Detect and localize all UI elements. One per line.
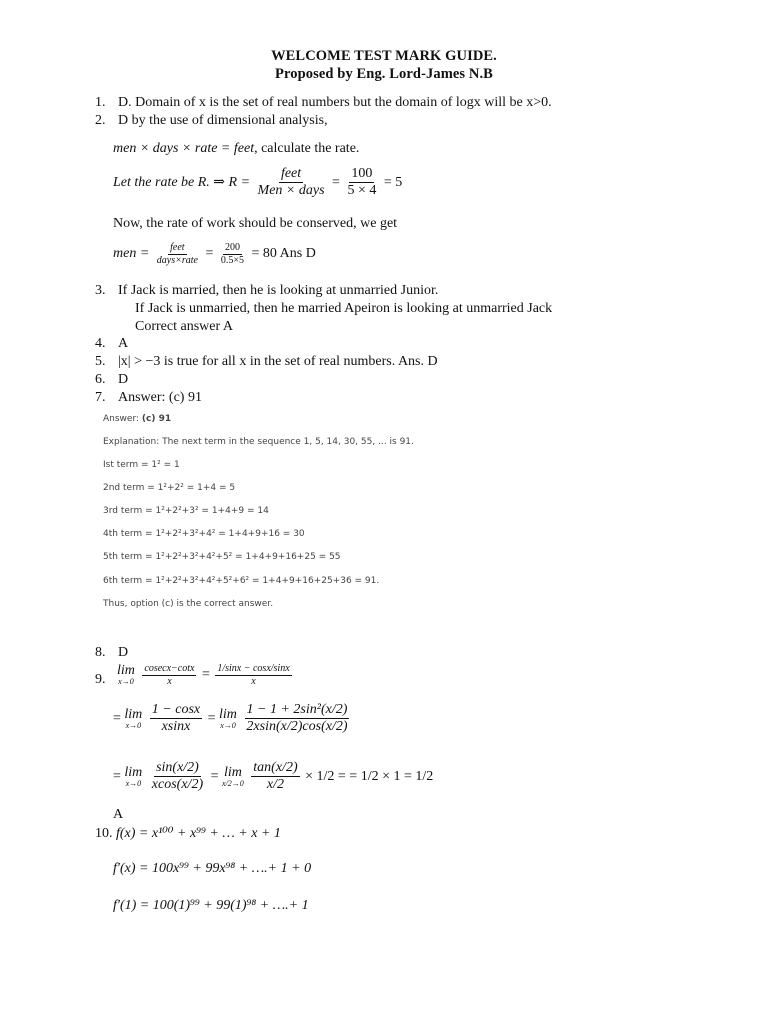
q10-number: 10. xyxy=(95,826,113,841)
document-title: WELCOME TEST MARK GUIDE. xyxy=(271,48,497,64)
q9-limit-2 xyxy=(124,708,142,730)
shot-conclusion: Thus, option (c) is the correct answer. xyxy=(103,599,274,609)
lim-subscript: x→0 xyxy=(125,778,142,788)
q2-eq1-formula: men × days × rate = feet xyxy=(113,141,255,156)
q8-answer: D xyxy=(118,645,129,660)
shot-term-2: 2nd term = 1²+2² = 1+4 = 5 xyxy=(103,483,236,493)
q2-eq1-tail: , calculate the rate. xyxy=(254,141,360,156)
q9-limit-5 xyxy=(222,766,244,788)
q9-l3-numerator-2: tan(x/2) xyxy=(251,760,299,777)
q7-answer: Answer: (c) 91 xyxy=(118,390,202,405)
q2-eq3-lead: men = xyxy=(113,246,150,262)
shot-term-4: 4th term = 1²+2²+3²+4² = 1+4+9+16 = 30 xyxy=(103,529,305,539)
q3-line-3: Correct answer A xyxy=(135,319,233,334)
q9-answer: A xyxy=(113,807,124,822)
shot-term-1: Ist term = 1² = 1 xyxy=(103,460,180,470)
shot-explanation: Explanation: The next term in the sequence 1, 5, 14, 30, 55, ... is 91. xyxy=(103,437,414,447)
q9-l2-numerator: 1 − cosx xyxy=(150,702,202,719)
q2-eq3-fraction xyxy=(155,242,200,266)
q9-l3-fraction-2 xyxy=(251,760,299,793)
q1-number: 1. xyxy=(95,95,106,110)
q1-answer: D. Domain of x is the set of real numbers but the domain of logx will be x>0. xyxy=(118,95,552,110)
q9-l3-denominator: xcos(x/2) xyxy=(151,777,204,793)
q5-answer: |x| > −3 is true for all x in the set of real numbers. Ans. D xyxy=(118,354,438,369)
q4-number: 4. xyxy=(95,336,106,351)
shot-term-6: 6th term = 1²+2²+3²+4²+5²+6² = 1+4+9+16+25+36 = 91. xyxy=(103,576,380,586)
q2-eq3-denominator: days×rate xyxy=(156,254,198,266)
q10-function: f(x) = x¹⁰⁰ + x⁹⁹ + … + x + 1 xyxy=(116,826,281,841)
q9-limit-4 xyxy=(124,766,142,788)
q2-equation-3: men = $\frac{\text{feet}}{\text{days×rate}}$ = $\frac{200}{0.5\times 5}$ = 80 Ans D xyxy=(113,242,316,266)
q3-line-2: If Jack is unmarried, then he married Apeiron is looking at unmarried Jack xyxy=(135,301,553,316)
q2-equation-2: Let the rate be R. ⇒ R = $\frac{\text{feet}}{\text{Men × days}}$ = $\frac{100}{5 \times 4}$ = 5 xyxy=(113,166,403,199)
lim-word: lim xyxy=(124,764,143,780)
shot-term-3: 3rd term = 1²+2²+3² = 1+4+9 = 14 xyxy=(103,506,269,516)
q2-eq3-denominator-2: 0.5×5 xyxy=(220,254,245,266)
q9-line-2: = lim x→0 $\frac{1 - \cos x}{xsinx}$ = lim x→0 $\frac{\text{1 − 1 + 2sin²(x/2)}}{2xsin(x/2)\cos(x/2)}$ xyxy=(113,702,348,735)
q9-l2-fraction-2 xyxy=(244,702,349,735)
q8-number: 8. xyxy=(95,645,106,660)
q2-eq2-denominator-2: 5 × 4 xyxy=(347,183,377,199)
q5-number: 5. xyxy=(95,354,106,369)
q3-number: 3. xyxy=(95,283,106,298)
q9-l2-fraction xyxy=(150,702,202,735)
q9-l2-denominator: xsinx xyxy=(161,719,191,735)
q9-line-3: = lim x→0 $\frac{\sin(x/2)}{xcos(x/2)}$ = lim x/2→0 $\frac{\tan(x/2)}{x/2}$ × 1/2 = = 1/2 × 1 = 1/2 xyxy=(113,760,434,793)
q2-answer: D by the use of dimensional analysis, xyxy=(118,113,328,128)
q9-l2-numerator-2: 1 − 1 + 2sin²(x/2) xyxy=(245,702,350,719)
q4-answer: A xyxy=(118,336,129,351)
q9-l3-tail: × 1/2 = = 1/2 × 1 = 1/2 xyxy=(305,768,434,784)
q2-eq3-result: = 80 Ans D xyxy=(251,246,316,262)
q6-number: 6. xyxy=(95,372,106,387)
lim-word: lim xyxy=(219,706,237,722)
lim-word: lim xyxy=(223,764,242,780)
q9-line-1: lim x→0 $\frac{cosecx-\cot x}{x}$ = $\frac{1/\sin x - \cos x/\sin x}{x}$ xyxy=(117,663,290,687)
q9-l1-fraction xyxy=(142,663,196,687)
shot-answer-label: Answer: xyxy=(103,414,140,424)
q9-limit-3 xyxy=(219,708,237,730)
q2-eq3-numerator-2: 200 xyxy=(224,242,240,253)
q9-l3-fraction xyxy=(150,760,205,793)
lim-subscript: x→0 xyxy=(220,720,236,730)
q2-eq2-result: = 5 xyxy=(383,174,403,190)
q9-l1-numerator-2: 1/sinx − cosx/sinx xyxy=(217,663,290,674)
q2-eq3-numerator: feet xyxy=(170,242,185,253)
q9-l1-denominator-2: x xyxy=(251,675,256,687)
q2-eq3-fraction-2 xyxy=(219,242,246,266)
lim-word: lim xyxy=(124,706,143,722)
q10-line-1 xyxy=(95,825,281,842)
q9-l3-denominator-2: x/2 xyxy=(266,777,285,793)
q10-derivative: f′(x) = 100x⁹⁹ + 99x⁹⁸ + ….+ 1 + 0 xyxy=(113,861,312,876)
lim-subscript: x→0 xyxy=(118,677,134,686)
q2-equation-1 xyxy=(113,141,359,157)
q2-eq2-numerator: feet xyxy=(279,166,303,183)
q2-eq2-numerator-2: 100 xyxy=(349,166,374,183)
q9-l1-denominator: x xyxy=(167,675,172,687)
q9-l3-numerator: sin(x/2) xyxy=(154,760,201,777)
q9-l1-numerator: cosecx−cotx xyxy=(144,663,195,674)
shot-term-5: 5th term = 1²+2²+3²+4²+5² = 1+4+9+16+25 = 55 xyxy=(103,552,341,562)
document-subtitle: Proposed by Eng. Lord-James N.B xyxy=(275,66,493,82)
q9-number: 9. xyxy=(95,672,106,687)
q2-eq2-fraction-2 xyxy=(345,166,378,199)
q2-conserve-text: Now, the rate of work should be conserved, we get xyxy=(113,216,398,231)
q10-derivative-at-1: f′(1) = 100(1)⁹⁹ + 99(1)⁹⁸ + ….+ 1 xyxy=(113,898,309,913)
lim-word: lim xyxy=(117,663,135,678)
q2-number: 2. xyxy=(95,113,106,128)
q7-number: 7. xyxy=(95,390,106,405)
q2-eq2-lead: Let the rate be R. ⇒ R = xyxy=(113,174,251,190)
shot-answer-value: (c) 91 xyxy=(141,414,172,424)
shot-answer-line xyxy=(103,414,171,424)
q9-l1-fraction-2 xyxy=(215,663,291,687)
lim-subscript: x→0 xyxy=(125,720,142,730)
q2-eq2-denominator: Men × days xyxy=(257,183,325,199)
q2-eq2-fraction xyxy=(256,166,327,199)
lim-subscript-2: x/2→0 xyxy=(222,778,244,788)
q3-line-1: If Jack is married, then he is looking at unmarried Junior. xyxy=(118,283,439,298)
q9-limit-1 xyxy=(117,664,135,686)
q9-l2-denominator-2: 2xsin(x/2)cos(x/2) xyxy=(246,719,348,735)
q6-answer: D xyxy=(118,372,129,387)
